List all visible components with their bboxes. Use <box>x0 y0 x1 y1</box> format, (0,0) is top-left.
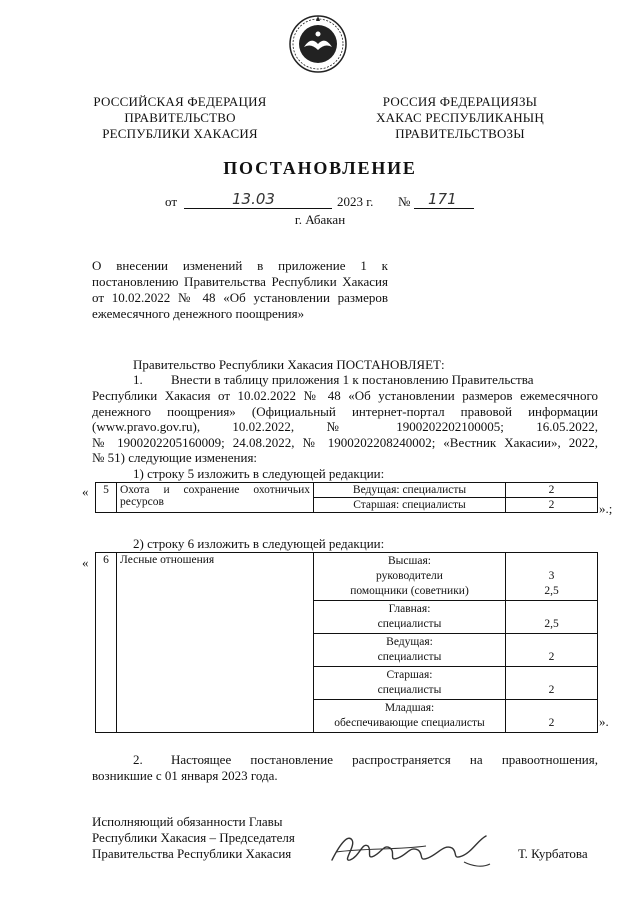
item-2-text: 2) строку 6 изложить в следующей редакции: <box>133 536 385 551</box>
header-right-line: РОССИЯ ФЕДЕРАЦИЯЗЫ <box>382 94 538 109</box>
position-label: обеспечивающие специалисты <box>334 717 485 729</box>
signatory-title-line: Исполняющий обязанности Главы <box>92 814 283 829</box>
row-number-cell: 5 <box>96 483 117 513</box>
paragraph-2-number: 2. <box>133 752 143 767</box>
value-cell <box>506 634 598 667</box>
value-label: 2 <box>548 651 555 663</box>
table-2-close-quote: ». <box>599 714 609 729</box>
activity-name-cell: Лесные отношения <box>117 553 314 733</box>
paragraph-2-second-line: возникшие с 01 января 2023 года. <box>92 768 278 783</box>
spacer <box>509 554 594 569</box>
close-quote: ». <box>599 501 609 516</box>
paragraph-1-line: денежного поощрения» (Официальный интернет-портал правовой информации <box>92 403 598 419</box>
value-cell: 2 <box>506 498 598 513</box>
value-cell <box>506 667 598 700</box>
paragraph-2-first-line: Настоящее постановление распространяется на правоотношения, <box>171 752 598 767</box>
table-1-close-quote <box>599 501 612 517</box>
value-label: 3 <box>548 570 555 582</box>
header-left-line: ПРАВИТЕЛЬСТВО <box>124 110 236 125</box>
table-row <box>96 483 598 498</box>
header-right-line: ХАКАС РЕСПУБЛИКАНЫҢ <box>376 110 544 125</box>
group-label: Ведущая: <box>386 636 433 648</box>
semicolon: ; <box>608 501 613 516</box>
header-left-line: РОССИЙСКАЯ ФЕДЕРАЦИЯ <box>93 94 267 109</box>
position-cell <box>314 553 506 601</box>
row-number-cell: 6 <box>96 553 117 733</box>
signatory-title-line: Республики Хакасия – Председателя <box>92 830 295 845</box>
paragraph-1-line: № 1900202205160009; 24.08.2022, № 1900202208240002; «Вестник Хакасии», 2022, <box>92 434 598 450</box>
activity-name-cell: Охота и сохранение охотничьих ресурсов <box>117 483 314 513</box>
table-1-open-quote: « <box>82 484 89 499</box>
signatory-title-line: Правительства Республики Хакасия <box>92 846 292 861</box>
value-label: 2,5 <box>544 585 559 597</box>
paragraph-1-first-line: Внести в таблицу приложения 1 к постановлению Правительства <box>171 372 534 387</box>
document-title: ПОСТАНОВЛЕНИЕ <box>223 158 417 178</box>
position-cell <box>314 634 506 667</box>
table-2 <box>95 552 598 733</box>
group-label: Высшая: <box>388 555 431 567</box>
handwritten-signature <box>326 826 496 874</box>
value-label: 2 <box>548 717 555 729</box>
group-label: Старшая: <box>386 669 433 681</box>
paragraph-1-body <box>92 388 598 466</box>
position-label: помощники (советники) <box>350 585 469 597</box>
spacer <box>509 701 594 716</box>
value-cell <box>506 601 598 634</box>
position-cell <box>314 667 506 700</box>
table-row <box>96 553 598 601</box>
header-left-line: РЕСПУБЛИКИ ХАКАСИЯ <box>102 126 258 141</box>
paragraph-1-line: Республики Хакасия от 10.02.2022 № 48 «Об установлении размеров ежемесячного <box>92 388 598 403</box>
spacer <box>509 602 594 617</box>
item-1-text: 1) строку 5 изложить в следующей редакции: <box>133 466 385 481</box>
header-right-line: ПРАВИТЕЛЬСТВОЗЫ <box>395 126 525 141</box>
position-label: руководители <box>376 570 443 582</box>
header-right <box>360 94 560 142</box>
paragraph-1-line: (www.pravo.gov.ru), 10.02.2022, № 1900202202100005; 16.05.2022, <box>92 419 598 434</box>
position-label: специалисты <box>377 651 442 663</box>
position-label: специалисты <box>377 618 442 630</box>
value-cell: 2 <box>506 483 598 498</box>
spacer <box>509 635 594 650</box>
document-subject: О внесении изменений в приложение 1 к постановлению Правительства Республики Хакасия от 10.02.2022 № 48 «Об установлении размеров ежемесячного денежного поощрения» <box>92 258 388 321</box>
position-cell <box>314 700 506 733</box>
coat-of-arms-emblem <box>288 14 348 74</box>
position-label: специалисты <box>377 684 442 696</box>
date-year: 2023 г. <box>337 194 374 209</box>
date-from-label: от <box>165 194 178 209</box>
number-handwritten: 171 <box>428 190 457 208</box>
number-label: № <box>398 194 411 209</box>
paragraph-1-line: № 51) следующие изменения: <box>92 450 258 465</box>
signatory-title <box>92 814 295 862</box>
position-cell <box>314 601 506 634</box>
value-cell <box>506 553 598 601</box>
value-label: 2,5 <box>544 618 559 630</box>
intro-paragraph: Правительство Республики Хакасия ПОСТАНОВЛЯЕТ: <box>133 357 445 372</box>
position-cell: Старшая: специалисты <box>314 498 506 513</box>
paragraph-1-number: 1. <box>133 372 143 387</box>
date-handwritten: 13.03 <box>232 190 275 208</box>
position-cell: Ведущая: специалисты <box>314 483 506 498</box>
signatory-name: Т. Курбатова <box>518 846 588 861</box>
header-left <box>82 94 278 142</box>
value-label: 2 <box>548 684 555 696</box>
group-label: Младшая: <box>384 702 435 714</box>
city-label: г. Абакан <box>294 212 346 227</box>
table-2-open-quote: « <box>82 555 89 570</box>
group-label: Главная: <box>388 603 431 615</box>
value-cell <box>506 700 598 733</box>
table-1 <box>95 482 598 513</box>
spacer <box>509 668 594 683</box>
